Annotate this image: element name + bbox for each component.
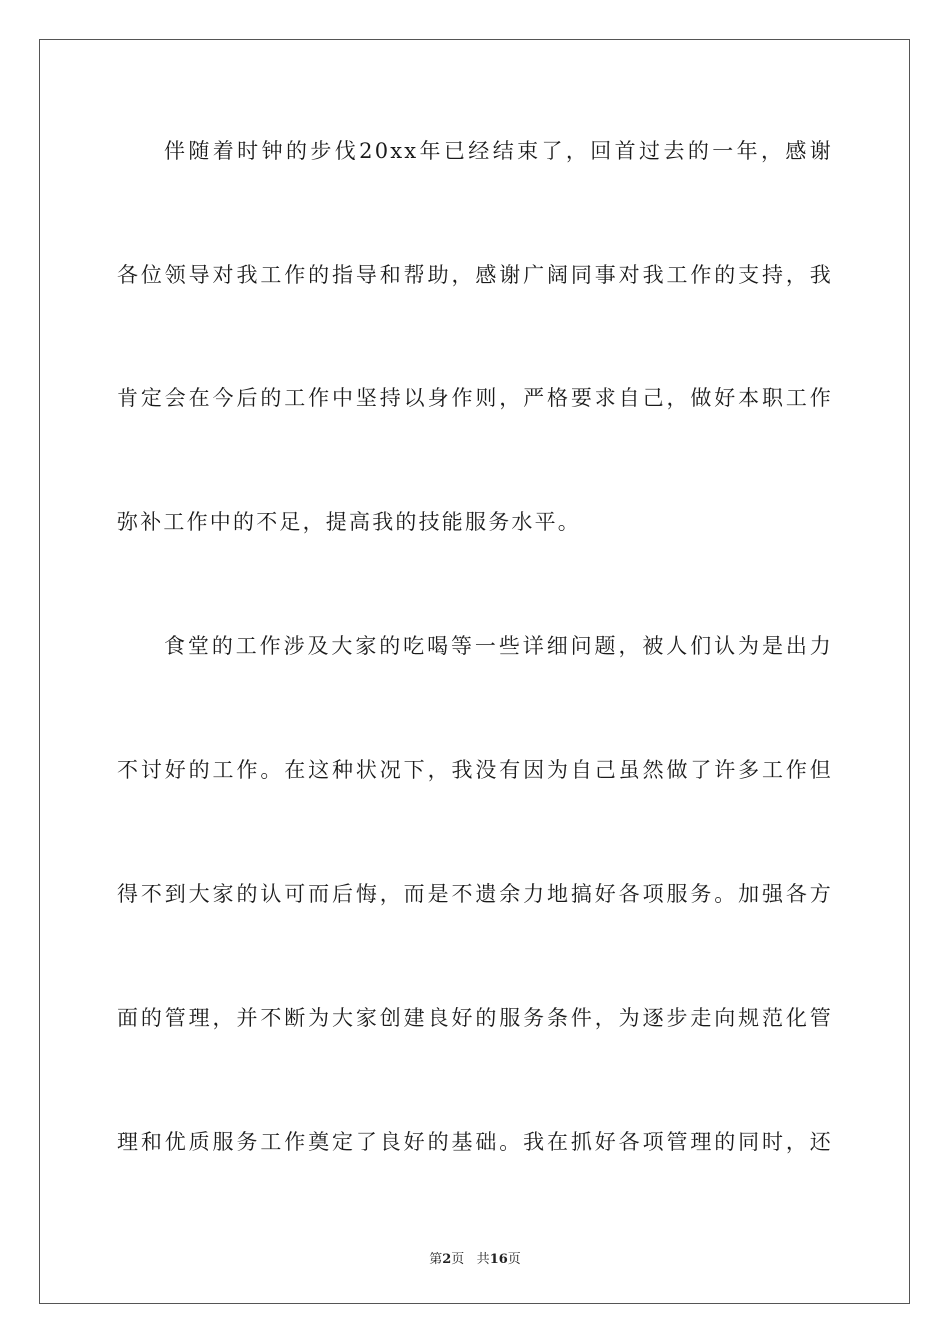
- paragraph-1-line-4: 弥补工作中的不足，提高我的技能服务水平。: [117, 510, 581, 534]
- paragraph-2-line-3: 得不到大家的认可而后悔，而是不遗余力地搞好各项服务。加强各方: [117, 882, 833, 906]
- page-number: 2: [442, 1252, 452, 1267]
- paragraph-2-line-4: 面的管理，并不断为大家创建良好的服务条件，为逐步走向规范化管: [117, 1006, 833, 1030]
- page-suffix: 页: [451, 1252, 465, 1267]
- total-pages: 16: [489, 1252, 508, 1267]
- total-prefix: 共: [476, 1252, 490, 1267]
- paragraph-2-line-2: 不讨好的工作。在这种状况下，我没有因为自己虽然做了许多工作但: [117, 758, 833, 782]
- page-footer: [0, 1248, 950, 1267]
- paragraph-1-line-1: 伴随着时钟的步伐20xx年已经结束了，回首过去的一年，感谢: [164, 139, 833, 163]
- paragraph-2-line-1: 食堂的工作涉及大家的吃喝等一些详细问题，被人们认为是出力: [164, 634, 833, 658]
- total-suffix: 页: [507, 1252, 521, 1267]
- paragraph-1-line-3: 肯定会在今后的工作中坚持以身作则，严格要求自己，做好本职工作: [117, 386, 833, 410]
- page-border: [39, 39, 910, 1304]
- page-prefix: 第: [429, 1252, 443, 1267]
- paragraph-2-line-5: 理和优质服务工作奠定了良好的基础。我在抓好各项管理的同时，还: [117, 1130, 833, 1154]
- paragraph-1-line-2: 各位领导对我工作的指导和帮助，感谢广阔同事对我工作的支持，我: [117, 263, 833, 287]
